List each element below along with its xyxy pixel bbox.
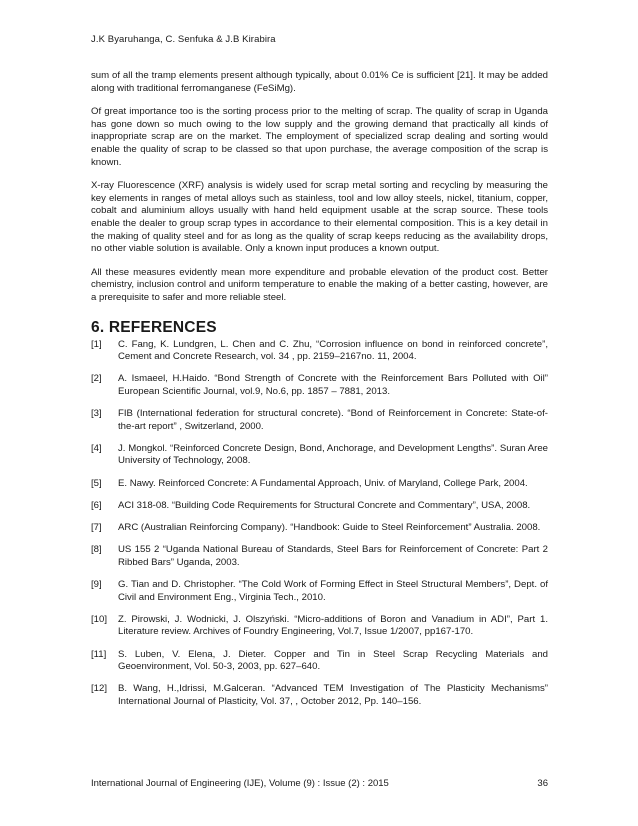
reference-number: [12] <box>91 683 108 695</box>
reference-item <box>91 478 548 491</box>
reference-text: US 155 2 “Uganda National Bureau of Standards, Steel Bars for Reinforcement of Concrete: Part 2 Ribbed Bars” Uganda, 2003. <box>118 544 548 568</box>
reference-item <box>91 522 548 535</box>
reference-number: [4] <box>91 442 102 454</box>
reference-text: ARC (Australian Reinforcing Company). “Handbook: Guide to Steel Reinforcement” Australia. 2008. <box>118 522 541 533</box>
reference-number: [10] <box>91 613 108 625</box>
reference-text: Z. Pirowski, J. Wodnicki, J. Olszyński. “Micro-additions of Boron and Vanadium in ADI”, Part 1. Literature review. Archives of Foundry Engineering, Vol.7, Issue 1/2007, pp167-170. <box>118 613 548 638</box>
reference-number: [1] <box>91 338 102 350</box>
page-number: 36 <box>537 778 548 789</box>
body-paragraph: sum of all the tramp elements present although typically, about 0.01% Ce is sufficient [21]. It may be added along with traditional ferromanganese (FeSiMg). <box>91 70 548 94</box>
reference-item <box>91 649 548 674</box>
reference-number: [6] <box>91 499 102 511</box>
body-paragraph: All these measures evidently mean more expenditure and probable elevation of the product cost. Better chemistry, inclusion control and uniform temperature to enable the making of a better casting, however, are a prerequisite to safer and more reliable steel. <box>91 266 548 303</box>
body-paragraph: X-ray Fluorescence (XRF) analysis is widely used for scrap metal sorting and recycling by measuring the key elements in ranges of metal alloys such as stainless, tool and low alloy steels, nickel, titanium, copper, cobalt and aluminium alloys usually with hand held equipment usable at the scrap source. These tools enable the dealer to group scrap types in accordance to their elemental composition. This is a key detail in the making of quality steel and for as long as the quality of scrap keeps reducing as the availability drops, no other viable solution is available. Only a known input produces a known output. <box>91 180 548 255</box>
reference-item <box>91 614 548 639</box>
reference-item <box>91 373 548 398</box>
reference-item <box>91 339 548 364</box>
reference-item <box>91 500 548 513</box>
reference-item <box>91 579 548 604</box>
reference-number: [11] <box>91 648 107 660</box>
running-header: J.K Byaruhanga, C. Senfuka & J.B Kirabira <box>91 34 276 45</box>
reference-number: [8] <box>91 544 102 556</box>
reference-text: J. Mongkol. “Reinforced Concrete Design, Bond, Anchorage, and Development Lengths”. Suran Aree University of Technology, 2008. <box>118 442 548 467</box>
reference-item <box>91 683 548 708</box>
reference-text: E. Nawy. Reinforced Concrete: A Fundamental Approach, Univ. of Maryland, College Park, 2004. <box>118 477 528 489</box>
journal-citation: International Journal of Engineering (IJE), Volume (9) : Issue (2) : 2015 <box>91 778 389 789</box>
page-footer <box>91 778 548 789</box>
reference-text: C. Fang, K. Lundgren, L. Chen and C. Zhu, “Corrosion influence on bond in reinforced concrete”, Cement and Concrete Research, vol. 34 , pp. 2159–2167no. 11, 2004. <box>118 338 548 363</box>
reference-number: [3] <box>91 408 102 420</box>
reference-number: [9] <box>91 578 102 590</box>
reference-item <box>91 408 548 433</box>
reference-number: [5] <box>91 477 102 489</box>
references-heading: 6. REFERENCES <box>91 318 217 336</box>
reference-text: S. Luben, V. Elena, J. Dieter. Copper and Tin in Steel Scrap Recycling Materials and Geoenvironment, Vol. 50-3, 2003, pp. 627–640. <box>118 648 548 673</box>
reference-text: G. Tian and D. Christopher. “The Cold Work of Forming Effect in Steel Structural Members”, Dept. of Civil and Environment Eng., Virginia Tech., 2010. <box>118 578 548 603</box>
reference-text: A. Ismaeel, H.Haido. “Bond Strength of Concrete with the Reinforcement Bars Polluted with Oil” European Scientific Journal, vol.9, No.6, pp. 1857 – 7881, 2013. <box>118 373 548 397</box>
reference-item <box>91 443 548 468</box>
reference-text: FIB (International federation for structural concrete). “Bond of Reinforcement in Concrete: State-of-the-art report” , Switzerland, 2000. <box>118 408 548 432</box>
reference-item <box>91 544 548 569</box>
reference-list <box>91 339 548 709</box>
reference-text: ACI 318-08. “Building Code Requirements for Structural Concrete and Commentary”, USA, 2008. <box>118 499 531 511</box>
body-paragraph: Of great importance too is the sorting process prior to the melting of scrap. The quality of scrap in Uganda has gone down so much owing to the low supply and the growing demand that practically all kinds of inappropriate scrap are on the market. The employment of specialized scrap dealing and sorting would enable the quality of scrap to be classed so that upon purchase, the average composition of the scrap is known. <box>91 106 548 168</box>
page-body <box>91 70 548 718</box>
reference-text: B. Wang, H.,Idrissi, M.Galceran. “Advanced TEM Investigation of The Plasticity Mechanisms” International Journal of Plasticity, Vol. 37, , October 2012, Pp. 140–156. <box>118 683 548 707</box>
reference-number: [7] <box>91 522 102 533</box>
reference-number: [2] <box>91 373 102 385</box>
